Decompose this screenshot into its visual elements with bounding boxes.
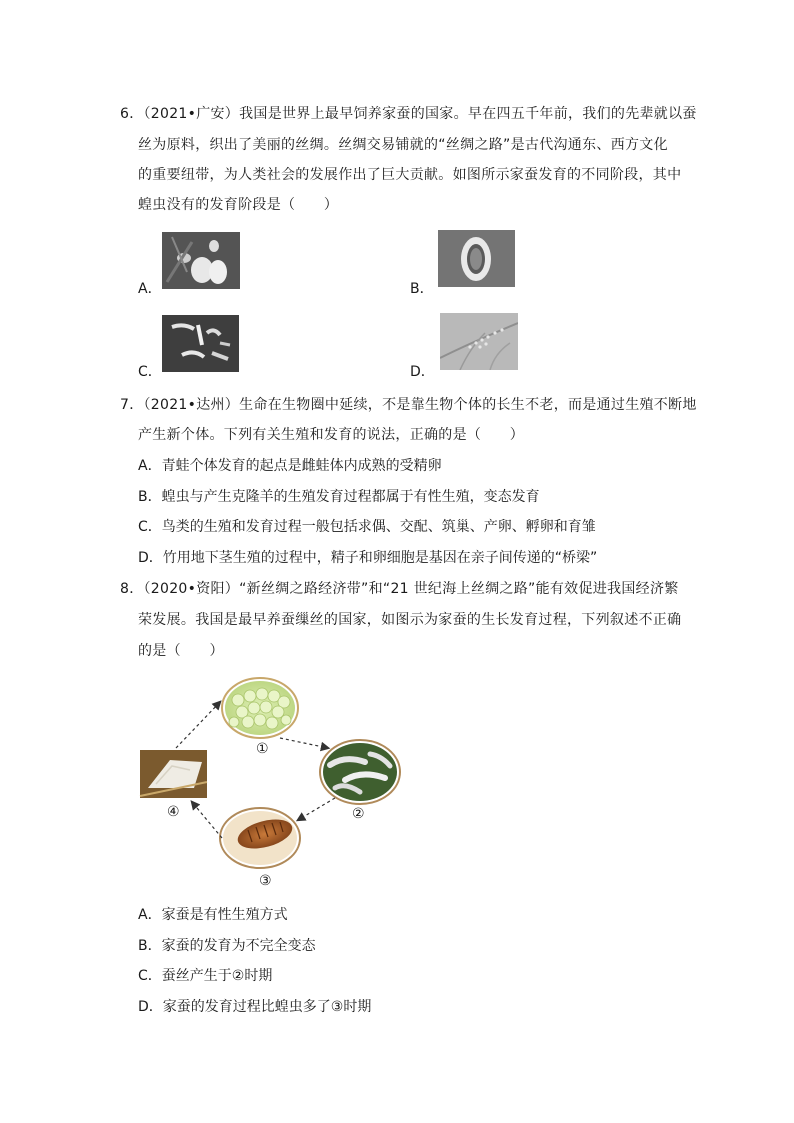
q6-photo-b-cocoon <box>438 230 515 287</box>
stage-label-4: ④ <box>167 804 180 820</box>
q8-option-d: D．家蚕的发育过程比蝗虫多了③时期 <box>138 999 372 1015</box>
q7-line-1: 7．（2021•达州）生命在生物圈中延续，不是靠生物个体的长生不老，而是通过生殖不断地 <box>120 397 697 413</box>
q6-option-a-label: A． <box>138 281 162 297</box>
q6-line-3: 的重要纽带，为人类社会的发展作出了巨大贡献。如图所示家蚕发育的不同阶段，其中 <box>138 167 682 183</box>
q7-line-2: 产生新个体。下列有关生殖和发育的说法，正确的是（ ） <box>138 427 525 443</box>
q6-photo-d-eggs <box>440 313 518 370</box>
q6-photo-c-larvae <box>162 315 239 372</box>
q7-option-b: B．蝗虫与产生克隆羊的生殖发育过程都属于有性生殖，变态发育 <box>138 489 540 505</box>
stage-4-moth <box>140 750 207 798</box>
q8-option-a: A．家蚕是有性生殖方式 <box>138 907 288 923</box>
q6-photo-a-pupae <box>162 232 240 289</box>
q6-option-d-label: D． <box>410 364 435 380</box>
q6-line-1: 6．（2021•广安）我国是世界上最早饲养家蚕的国家。早在四五千年前，我们的先辈就以蚕 <box>120 106 697 122</box>
q8-option-b: B．家蚕的发育为不完全变态 <box>138 938 316 954</box>
stage-3-pupa <box>220 808 300 868</box>
q6-option-b-label: B． <box>410 281 434 297</box>
q8-line-1: 8．（2020•资阳）“新丝绸之路经济带”和“21 世纪海上丝绸之路”能有效促进我国经济繁 <box>120 581 679 597</box>
q7-option-a: A．青蛙个体发育的起点是雌蛙体内成熟的受精卵 <box>138 458 442 474</box>
stage-1-eggs <box>222 678 298 738</box>
q8-line-2: 荣发展。我国是最早养蚕缫丝的国家，如图示为家蚕的生长发育过程，下列叙述不正确 <box>138 612 682 628</box>
stage-label-2: ② <box>352 806 365 822</box>
q7-option-c: C．鸟类的生殖和发育过程一般包括求偶、交配、筑巢、产卵、孵卵和育雏 <box>138 519 596 535</box>
q8-option-c: C．蚕丝产生于②时期 <box>138 968 273 984</box>
stage-label-3: ③ <box>259 873 272 889</box>
silkworm-lifecycle-diagram <box>130 670 420 895</box>
q6-option-c-label: C． <box>138 364 162 380</box>
q6-line-4: 蝗虫没有的发育阶段是（ ） <box>138 197 339 213</box>
q7-option-d: D．竹用地下茎生殖的过程中，精子和卵细胞是基因在亲子间传递的“桥梁” <box>138 550 598 566</box>
q6-line-2: 丝为原料，织出了美丽的丝绸。丝绸交易铺就的“丝绸之路”是古代沟通东、西方文化 <box>138 137 668 153</box>
stage-label-1: ① <box>256 741 269 757</box>
q8-line-3: 的是（ ） <box>138 643 224 659</box>
stage-2-larvae <box>320 740 400 804</box>
